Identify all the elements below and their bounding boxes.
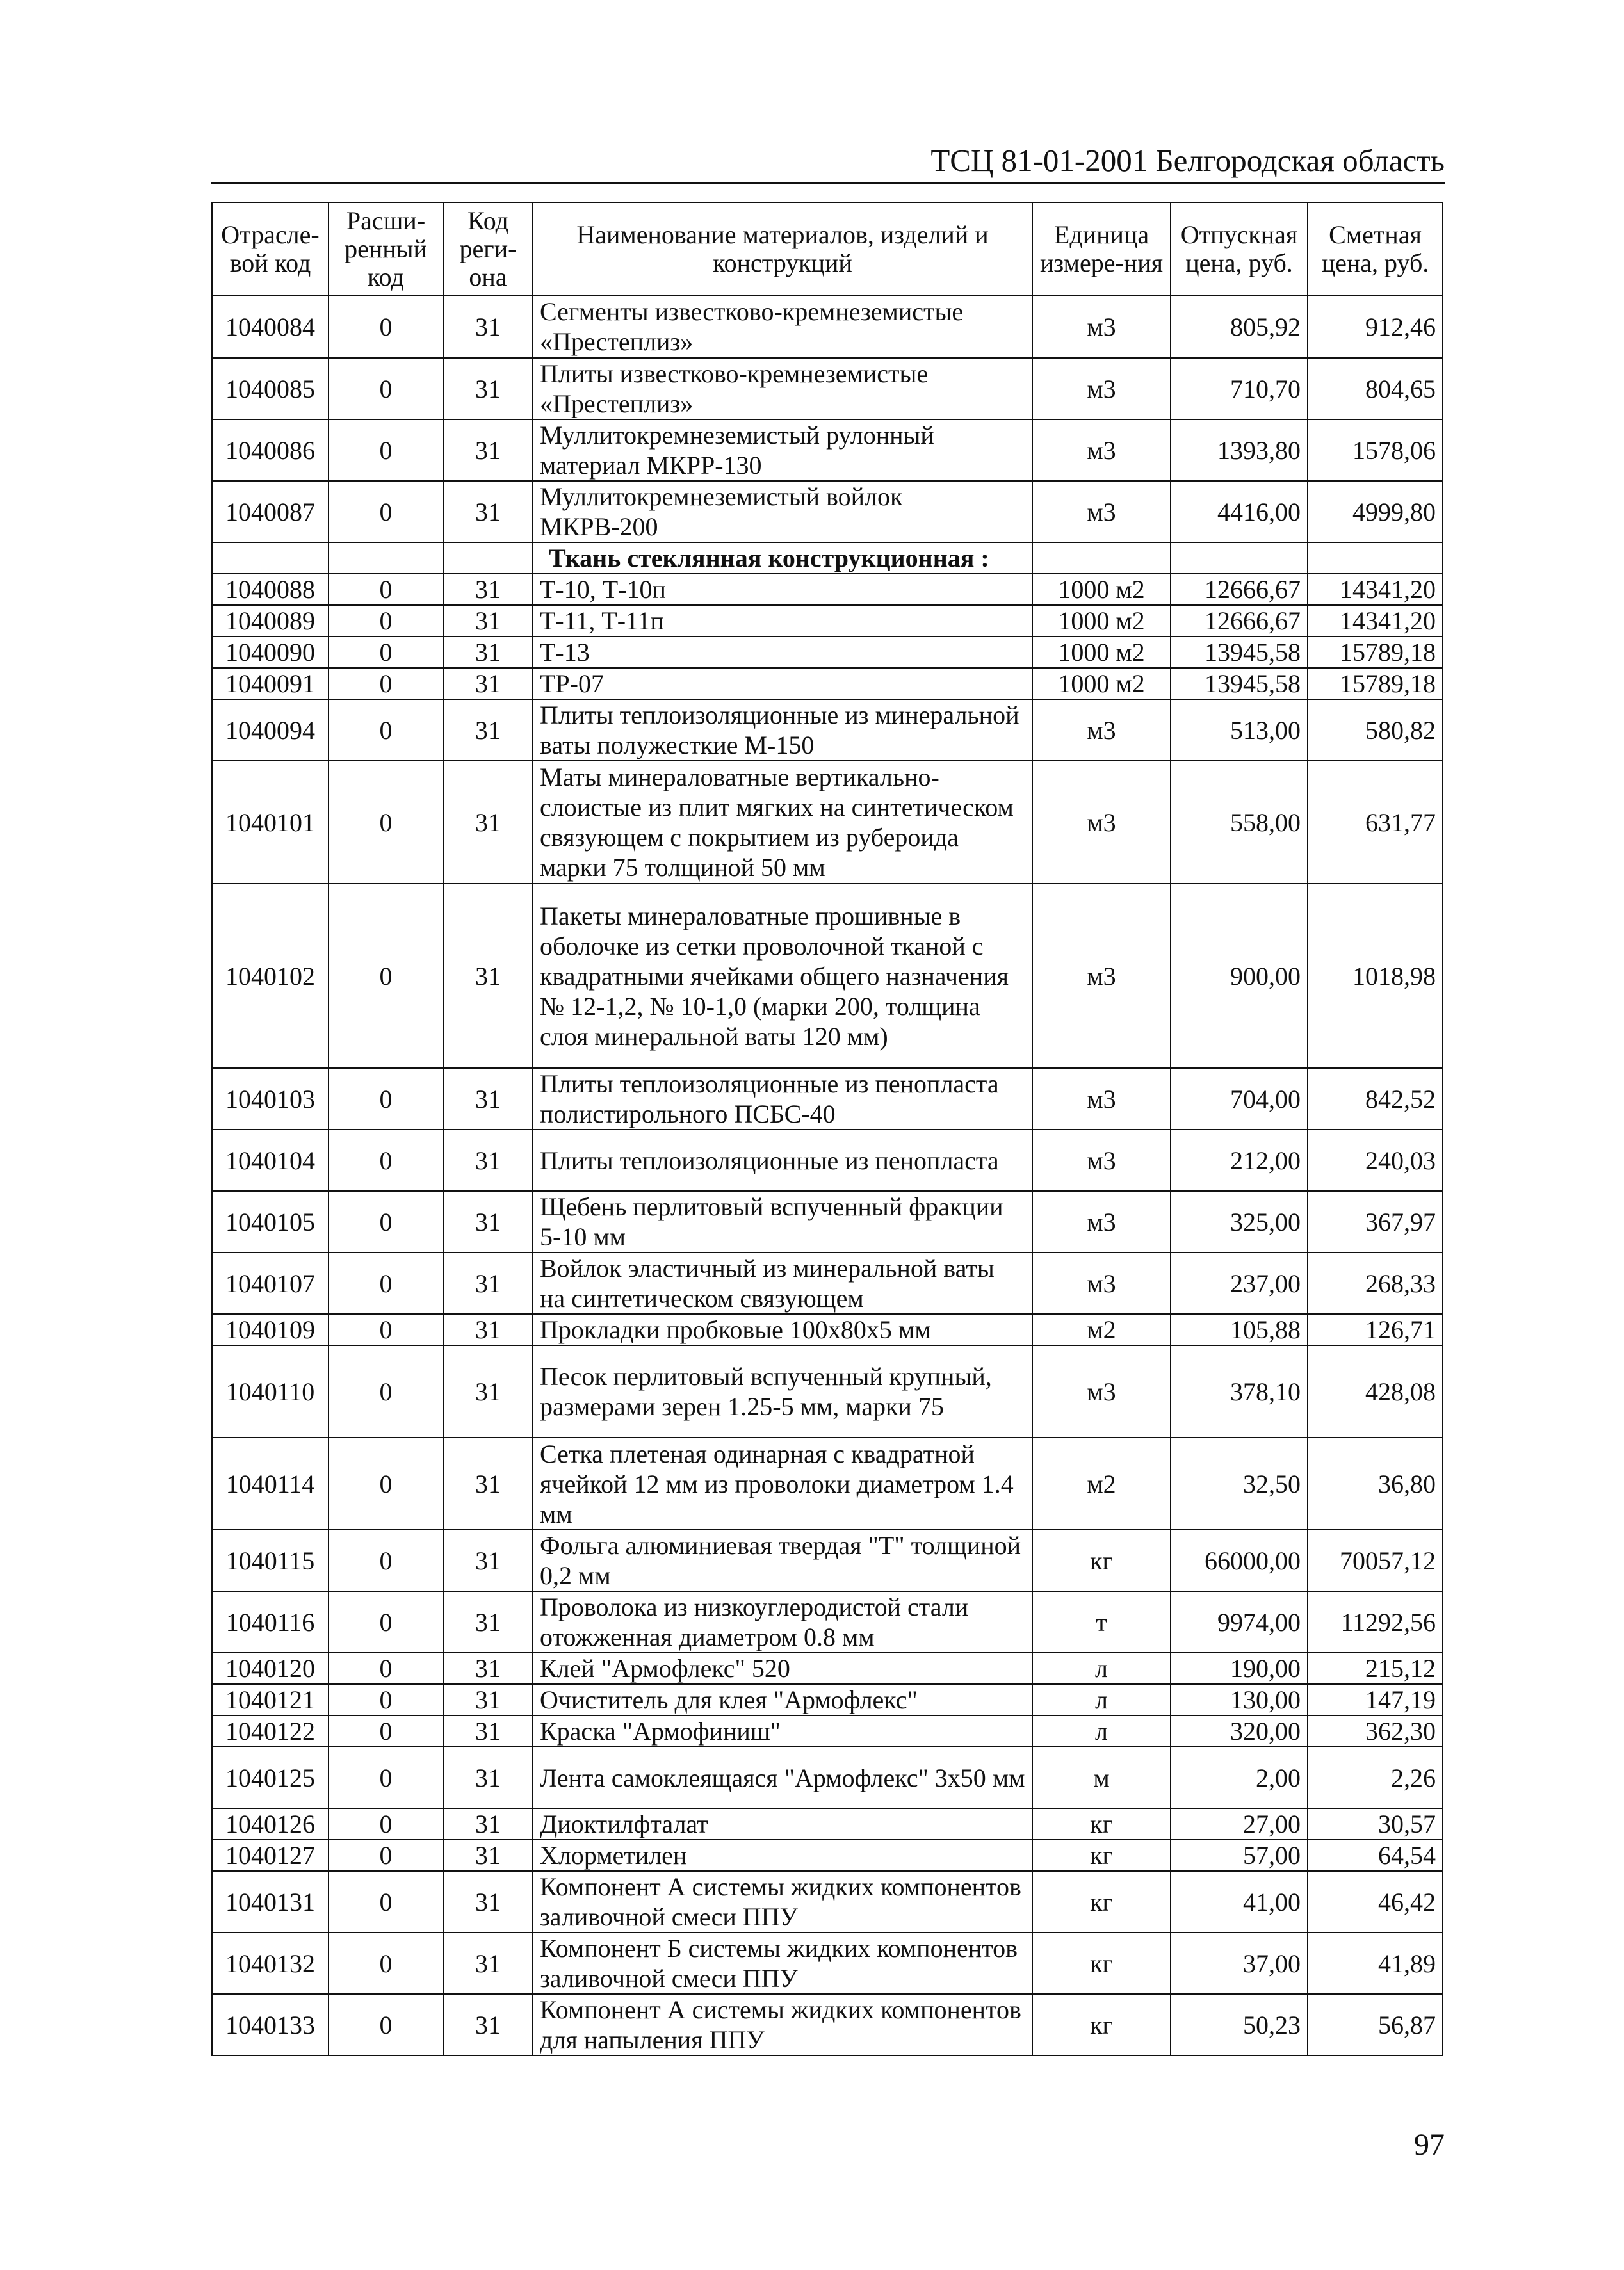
table-row bbox=[212, 605, 1443, 636]
cell-estimate-price: 367,97 bbox=[1308, 1191, 1443, 1253]
cell-name: Маты минераловатные вертикально-слоистые из плит мягких на синтетическом связующем с покрытием из рубероида марки 75 толщиной 50 мм bbox=[533, 761, 1032, 884]
cell-ext-code bbox=[329, 542, 443, 574]
table-row bbox=[212, 1530, 1443, 1591]
cell-estimate-price: 70057,12 bbox=[1308, 1530, 1443, 1591]
cell-name: Компонент А системы жидких компонентов заливочной смеси ППУ bbox=[533, 1871, 1032, 1933]
cell-release-price: 237,00 bbox=[1171, 1253, 1308, 1314]
cell-unit: кг bbox=[1032, 1933, 1171, 1994]
cell-region-code: 31 bbox=[443, 1653, 533, 1684]
cell-estimate-price: 64,54 bbox=[1308, 1840, 1443, 1871]
cell-release-price: 325,00 bbox=[1171, 1191, 1308, 1253]
cell-name: Т-10, Т-10п bbox=[533, 574, 1032, 605]
cell-ext-code: 0 bbox=[329, 574, 443, 605]
cell-unit: 1000 м2 bbox=[1032, 636, 1171, 668]
cell-ext-code: 0 bbox=[329, 761, 443, 884]
cell-name: Плиты теплоизоляционные из пенопласта bbox=[533, 1130, 1032, 1191]
cell-name: Муллитокремнеземистый войлок МКРВ-200 bbox=[533, 481, 1032, 542]
cell-release-price: 212,00 bbox=[1171, 1130, 1308, 1191]
col-header-ext-code: Расши-ренный код bbox=[329, 202, 443, 295]
table-row bbox=[212, 1253, 1443, 1314]
cell-code: 1040127 bbox=[212, 1840, 329, 1871]
table-row bbox=[212, 1314, 1443, 1345]
cell-ext-code: 0 bbox=[329, 668, 443, 699]
cell-release-price: 710,70 bbox=[1171, 358, 1308, 419]
cell-ext-code: 0 bbox=[329, 1438, 443, 1530]
cell-release-price: 27,00 bbox=[1171, 1808, 1308, 1840]
cell-estimate-price: 14341,20 bbox=[1308, 605, 1443, 636]
price-table bbox=[211, 202, 1443, 2056]
cell-release-price: 9974,00 bbox=[1171, 1591, 1308, 1653]
cell-code: 1040114 bbox=[212, 1438, 329, 1530]
cell-name: Щебень перлитовый вспученный фракции 5-10 мм bbox=[533, 1191, 1032, 1253]
cell-unit: м3 bbox=[1032, 1191, 1171, 1253]
cell-region-code: 31 bbox=[443, 1191, 533, 1253]
cell-estimate-price: 215,12 bbox=[1308, 1653, 1443, 1684]
cell-ext-code: 0 bbox=[329, 1130, 443, 1191]
cell-estimate-price: 11292,56 bbox=[1308, 1591, 1443, 1653]
cell-name: Пакеты минераловатные прошивные в оболочке из сетки проволочной тканой с квадратными ячейками общего назначения № 12-1,2, № 10-1,0 (марки 200, толщина слоя минеральной ваты 120 мм) bbox=[533, 884, 1032, 1068]
table-row bbox=[212, 1840, 1443, 1871]
cell-ext-code: 0 bbox=[329, 295, 443, 358]
cell-name: Песок перлитовый вспученный крупный, размерами зерен 1.25-5 мм, марки 75 bbox=[533, 1345, 1032, 1438]
cell-region-code: 31 bbox=[443, 1345, 533, 1438]
cell-ext-code: 0 bbox=[329, 1253, 443, 1314]
cell-code: 1040102 bbox=[212, 884, 329, 1068]
cell-region-code: 31 bbox=[443, 1684, 533, 1715]
cell-name: Сетка плетеная одинарная с квадратной ячейкой 12 мм из проволоки диаметром 1.4 мм bbox=[533, 1438, 1032, 1530]
cell-ext-code: 0 bbox=[329, 1591, 443, 1653]
cell-estimate-price: 41,89 bbox=[1308, 1933, 1443, 1994]
cell-ext-code: 0 bbox=[329, 1994, 443, 2055]
cell-code: 1040121 bbox=[212, 1684, 329, 1715]
cell-ext-code: 0 bbox=[329, 699, 443, 761]
cell-estimate-price: 362,30 bbox=[1308, 1715, 1443, 1747]
cell-ext-code: 0 bbox=[329, 1808, 443, 1840]
table-body bbox=[212, 295, 1443, 2055]
cell-estimate-price: 126,71 bbox=[1308, 1314, 1443, 1345]
cell-code: 1040120 bbox=[212, 1653, 329, 1684]
cell-estimate-price: 15789,18 bbox=[1308, 636, 1443, 668]
cell-region-code: 31 bbox=[443, 605, 533, 636]
table-row bbox=[212, 1591, 1443, 1653]
cell-release-price: 190,00 bbox=[1171, 1653, 1308, 1684]
cell-region-code: 31 bbox=[443, 1591, 533, 1653]
cell-estimate-price: 912,46 bbox=[1308, 295, 1443, 358]
cell-name: ТР-07 bbox=[533, 668, 1032, 699]
cell-release-price: 41,00 bbox=[1171, 1871, 1308, 1933]
cell-ext-code: 0 bbox=[329, 1747, 443, 1808]
cell-release-price: 13945,58 bbox=[1171, 636, 1308, 668]
cell-unit: кг bbox=[1032, 1994, 1171, 2055]
cell-region-code: 31 bbox=[443, 295, 533, 358]
cell-region-code: 31 bbox=[443, 1933, 533, 1994]
cell-code: 1040089 bbox=[212, 605, 329, 636]
cell-region-code: 31 bbox=[443, 481, 533, 542]
cell-unit: м2 bbox=[1032, 1438, 1171, 1530]
table-row bbox=[212, 636, 1443, 668]
cell-code: 1040101 bbox=[212, 761, 329, 884]
cell-region-code: 31 bbox=[443, 574, 533, 605]
cell-code: 1040094 bbox=[212, 699, 329, 761]
cell-code: 1040085 bbox=[212, 358, 329, 419]
cell-region-code: 31 bbox=[443, 1438, 533, 1530]
cell-unit: л bbox=[1032, 1684, 1171, 1715]
cell-ext-code: 0 bbox=[329, 1314, 443, 1345]
cell-release-price: 66000,00 bbox=[1171, 1530, 1308, 1591]
document-header: ТСЦ 81-01-2001 Белгородская область bbox=[930, 143, 1445, 178]
cell-ext-code: 0 bbox=[329, 1933, 443, 1994]
cell-region-code: 31 bbox=[443, 1130, 533, 1191]
cell-unit: м3 bbox=[1032, 1130, 1171, 1191]
cell-code: 1040103 bbox=[212, 1068, 329, 1130]
cell-estimate-price bbox=[1308, 542, 1443, 574]
cell-estimate-price: 4999,80 bbox=[1308, 481, 1443, 542]
cell-unit: м3 bbox=[1032, 1068, 1171, 1130]
cell-code: 1040091 bbox=[212, 668, 329, 699]
cell-ext-code: 0 bbox=[329, 1653, 443, 1684]
cell-release-price: 805,92 bbox=[1171, 295, 1308, 358]
cell-region-code: 31 bbox=[443, 1253, 533, 1314]
cell-estimate-price: 56,87 bbox=[1308, 1994, 1443, 2055]
cell-region-code bbox=[443, 542, 533, 574]
cell-code: 1040116 bbox=[212, 1591, 329, 1653]
col-header-estimate-price: Сметная цена, руб. bbox=[1308, 202, 1443, 295]
cell-region-code: 31 bbox=[443, 1068, 533, 1130]
cell-unit: м3 bbox=[1032, 295, 1171, 358]
cell-name: Войлок эластичный из минеральной ваты на синтетическом связующем bbox=[533, 1253, 1032, 1314]
cell-name: Очиститель для клея "Армофлекс" bbox=[533, 1684, 1032, 1715]
cell-name: Т-11, Т-11п bbox=[533, 605, 1032, 636]
cell-code: 1040087 bbox=[212, 481, 329, 542]
cell-unit: кг bbox=[1032, 1530, 1171, 1591]
cell-region-code: 31 bbox=[443, 1808, 533, 1840]
cell-estimate-price: 1018,98 bbox=[1308, 884, 1443, 1068]
cell-unit bbox=[1032, 542, 1171, 574]
cell-release-price: 513,00 bbox=[1171, 699, 1308, 761]
table-row bbox=[212, 1933, 1443, 1994]
cell-ext-code: 0 bbox=[329, 636, 443, 668]
cell-release-price: 558,00 bbox=[1171, 761, 1308, 884]
cell-ext-code: 0 bbox=[329, 1345, 443, 1438]
table-row bbox=[212, 1130, 1443, 1191]
cell-region-code: 31 bbox=[443, 1871, 533, 1933]
cell-unit: кг bbox=[1032, 1840, 1171, 1871]
cell-unit: м3 bbox=[1032, 761, 1171, 884]
cell-region-code: 31 bbox=[443, 761, 533, 884]
cell-unit: м3 bbox=[1032, 358, 1171, 419]
cell-release-price: 704,00 bbox=[1171, 1068, 1308, 1130]
cell-unit: т bbox=[1032, 1591, 1171, 1653]
table-row bbox=[212, 1191, 1443, 1253]
cell-code: 1040126 bbox=[212, 1808, 329, 1840]
cell-name: Плиты теплоизоляционные из пенопласта полистирольного ПСБС-40 bbox=[533, 1068, 1032, 1130]
cell-estimate-price: 631,77 bbox=[1308, 761, 1443, 884]
cell-name: Компонент А системы жидких компонентов для напыления ППУ bbox=[533, 1994, 1032, 2055]
cell-code: 1040088 bbox=[212, 574, 329, 605]
cell-region-code: 31 bbox=[443, 358, 533, 419]
cell-region-code: 31 bbox=[443, 668, 533, 699]
cell-release-price: 32,50 bbox=[1171, 1438, 1308, 1530]
cell-name: Муллитокремнеземистый рулонный материал МКРР-130 bbox=[533, 419, 1032, 481]
col-header-unit: Единица измере-ния bbox=[1032, 202, 1171, 295]
cell-ext-code: 0 bbox=[329, 1068, 443, 1130]
cell-code: 1040131 bbox=[212, 1871, 329, 1933]
cell-region-code: 31 bbox=[443, 1314, 533, 1345]
cell-code bbox=[212, 542, 329, 574]
cell-name: Сегменты известково-кремнеземистые «Престеплиз» bbox=[533, 295, 1032, 358]
cell-unit: 1000 м2 bbox=[1032, 668, 1171, 699]
cell-region-code: 31 bbox=[443, 884, 533, 1068]
cell-release-price: 130,00 bbox=[1171, 1684, 1308, 1715]
cell-code: 1040133 bbox=[212, 1994, 329, 2055]
cell-name: Диоктилфталат bbox=[533, 1808, 1032, 1840]
cell-unit: кг bbox=[1032, 1871, 1171, 1933]
cell-name: Т-13 bbox=[533, 636, 1032, 668]
table-row bbox=[212, 1747, 1443, 1808]
cell-estimate-price: 804,65 bbox=[1308, 358, 1443, 419]
header-rule bbox=[211, 182, 1445, 184]
cell-estimate-price: 15789,18 bbox=[1308, 668, 1443, 699]
table-row bbox=[212, 295, 1443, 358]
table-row bbox=[212, 1684, 1443, 1715]
cell-code: 1040105 bbox=[212, 1191, 329, 1253]
cell-ext-code: 0 bbox=[329, 1684, 443, 1715]
cell-name: Лента самоклеящаяся "Армофлекс" 3х50 мм bbox=[533, 1747, 1032, 1808]
cell-estimate-price: 428,08 bbox=[1308, 1345, 1443, 1438]
cell-code: 1040107 bbox=[212, 1253, 329, 1314]
cell-release-price: 12666,67 bbox=[1171, 605, 1308, 636]
cell-estimate-price: 240,03 bbox=[1308, 1130, 1443, 1191]
table-group-row bbox=[212, 542, 1443, 574]
table-row bbox=[212, 1808, 1443, 1840]
cell-code: 1040090 bbox=[212, 636, 329, 668]
table-row bbox=[212, 668, 1443, 699]
cell-unit: м bbox=[1032, 1747, 1171, 1808]
col-header-release-price: Отпускная цена, руб. bbox=[1171, 202, 1308, 295]
cell-estimate-price: 36,80 bbox=[1308, 1438, 1443, 1530]
cell-code: 1040110 bbox=[212, 1345, 329, 1438]
table-row bbox=[212, 761, 1443, 884]
cell-release-price: 4416,00 bbox=[1171, 481, 1308, 542]
cell-region-code: 31 bbox=[443, 1530, 533, 1591]
cell-ext-code: 0 bbox=[329, 1530, 443, 1591]
cell-unit: л bbox=[1032, 1653, 1171, 1684]
cell-unit: м3 bbox=[1032, 1345, 1171, 1438]
cell-ext-code: 0 bbox=[329, 1871, 443, 1933]
cell-unit: 1000 м2 bbox=[1032, 574, 1171, 605]
cell-code: 1040104 bbox=[212, 1130, 329, 1191]
cell-release-price: 13945,58 bbox=[1171, 668, 1308, 699]
cell-ext-code: 0 bbox=[329, 419, 443, 481]
cell-ext-code: 0 bbox=[329, 884, 443, 1068]
cell-code: 1040125 bbox=[212, 1747, 329, 1808]
cell-region-code: 31 bbox=[443, 1994, 533, 2055]
cell-name: Краска "Армофиниш" bbox=[533, 1715, 1032, 1747]
cell-estimate-price: 268,33 bbox=[1308, 1253, 1443, 1314]
cell-region-code: 31 bbox=[443, 1715, 533, 1747]
cell-region-code: 31 bbox=[443, 1840, 533, 1871]
cell-estimate-price: 46,42 bbox=[1308, 1871, 1443, 1933]
cell-region-code: 31 bbox=[443, 1747, 533, 1808]
table-row bbox=[212, 1653, 1443, 1684]
cell-ext-code: 0 bbox=[329, 1840, 443, 1871]
cell-estimate-price: 14341,20 bbox=[1308, 574, 1443, 605]
table-row bbox=[212, 1994, 1443, 2055]
cell-ext-code: 0 bbox=[329, 358, 443, 419]
page-number: 97 bbox=[1414, 2128, 1445, 2162]
table-row bbox=[212, 1438, 1443, 1530]
cell-name: Прокладки пробковые 100х80х5 мм bbox=[533, 1314, 1032, 1345]
cell-estimate-price: 147,19 bbox=[1308, 1684, 1443, 1715]
cell-release-price: 378,10 bbox=[1171, 1345, 1308, 1438]
cell-name: Проволока из низкоуглеродистой стали отожженная диаметром 0.8 мм bbox=[533, 1591, 1032, 1653]
cell-release-price bbox=[1171, 542, 1308, 574]
cell-name: Ткань стеклянная конструкционная : bbox=[533, 542, 1032, 574]
cell-unit: м3 bbox=[1032, 884, 1171, 1068]
cell-estimate-price: 1578,06 bbox=[1308, 419, 1443, 481]
table-row bbox=[212, 1068, 1443, 1130]
cell-code: 1040132 bbox=[212, 1933, 329, 1994]
cell-name: Плиты теплоизоляционные из минеральной ваты полужесткие М-150 bbox=[533, 699, 1032, 761]
cell-unit: л bbox=[1032, 1715, 1171, 1747]
table-row bbox=[212, 884, 1443, 1068]
table-row bbox=[212, 1715, 1443, 1747]
cell-region-code: 31 bbox=[443, 636, 533, 668]
table-header-row bbox=[212, 202, 1443, 295]
table-row bbox=[212, 574, 1443, 605]
cell-release-price: 320,00 bbox=[1171, 1715, 1308, 1747]
cell-code: 1040122 bbox=[212, 1715, 329, 1747]
cell-ext-code: 0 bbox=[329, 605, 443, 636]
cell-ext-code: 0 bbox=[329, 1191, 443, 1253]
table-row bbox=[212, 1871, 1443, 1933]
cell-unit: м3 bbox=[1032, 419, 1171, 481]
cell-release-price: 900,00 bbox=[1171, 884, 1308, 1068]
cell-code: 1040084 bbox=[212, 295, 329, 358]
cell-release-price: 1393,80 bbox=[1171, 419, 1308, 481]
cell-release-price: 12666,67 bbox=[1171, 574, 1308, 605]
cell-name: Хлорметилен bbox=[533, 1840, 1032, 1871]
table-row bbox=[212, 481, 1443, 542]
cell-release-price: 57,00 bbox=[1171, 1840, 1308, 1871]
table-row bbox=[212, 419, 1443, 481]
cell-unit: м2 bbox=[1032, 1314, 1171, 1345]
cell-unit: кг bbox=[1032, 1808, 1171, 1840]
cell-unit: м3 bbox=[1032, 481, 1171, 542]
cell-ext-code: 0 bbox=[329, 481, 443, 542]
cell-release-price: 105,88 bbox=[1171, 1314, 1308, 1345]
col-header-region-code: Код реги-она bbox=[443, 202, 533, 295]
cell-release-price: 2,00 bbox=[1171, 1747, 1308, 1808]
cell-ext-code: 0 bbox=[329, 1715, 443, 1747]
cell-unit: м3 bbox=[1032, 699, 1171, 761]
cell-estimate-price: 2,26 bbox=[1308, 1747, 1443, 1808]
cell-region-code: 31 bbox=[443, 699, 533, 761]
cell-name: Фольга алюминиевая твердая "Т" толщиной 0,2 мм bbox=[533, 1530, 1032, 1591]
cell-estimate-price: 842,52 bbox=[1308, 1068, 1443, 1130]
cell-region-code: 31 bbox=[443, 419, 533, 481]
cell-code: 1040115 bbox=[212, 1530, 329, 1591]
cell-code: 1040109 bbox=[212, 1314, 329, 1345]
table-row bbox=[212, 699, 1443, 761]
cell-release-price: 50,23 bbox=[1171, 1994, 1308, 2055]
cell-release-price: 37,00 bbox=[1171, 1933, 1308, 1994]
cell-unit: 1000 м2 bbox=[1032, 605, 1171, 636]
table-row bbox=[212, 358, 1443, 419]
cell-estimate-price: 580,82 bbox=[1308, 699, 1443, 761]
cell-code: 1040086 bbox=[212, 419, 329, 481]
cell-name: Плиты известково-кремнеземистые «Престеплиз» bbox=[533, 358, 1032, 419]
cell-name: Компонент Б системы жидких компонентов заливочной смеси ППУ bbox=[533, 1933, 1032, 1994]
cell-name: Клей "Армофлекс" 520 bbox=[533, 1653, 1032, 1684]
cell-unit: м3 bbox=[1032, 1253, 1171, 1314]
cell-estimate-price: 30,57 bbox=[1308, 1808, 1443, 1840]
table-row bbox=[212, 1345, 1443, 1438]
col-header-name: Наименование материалов, изделий и конструкций bbox=[533, 202, 1032, 295]
col-header-code: Отрасле-вой код bbox=[212, 202, 329, 295]
